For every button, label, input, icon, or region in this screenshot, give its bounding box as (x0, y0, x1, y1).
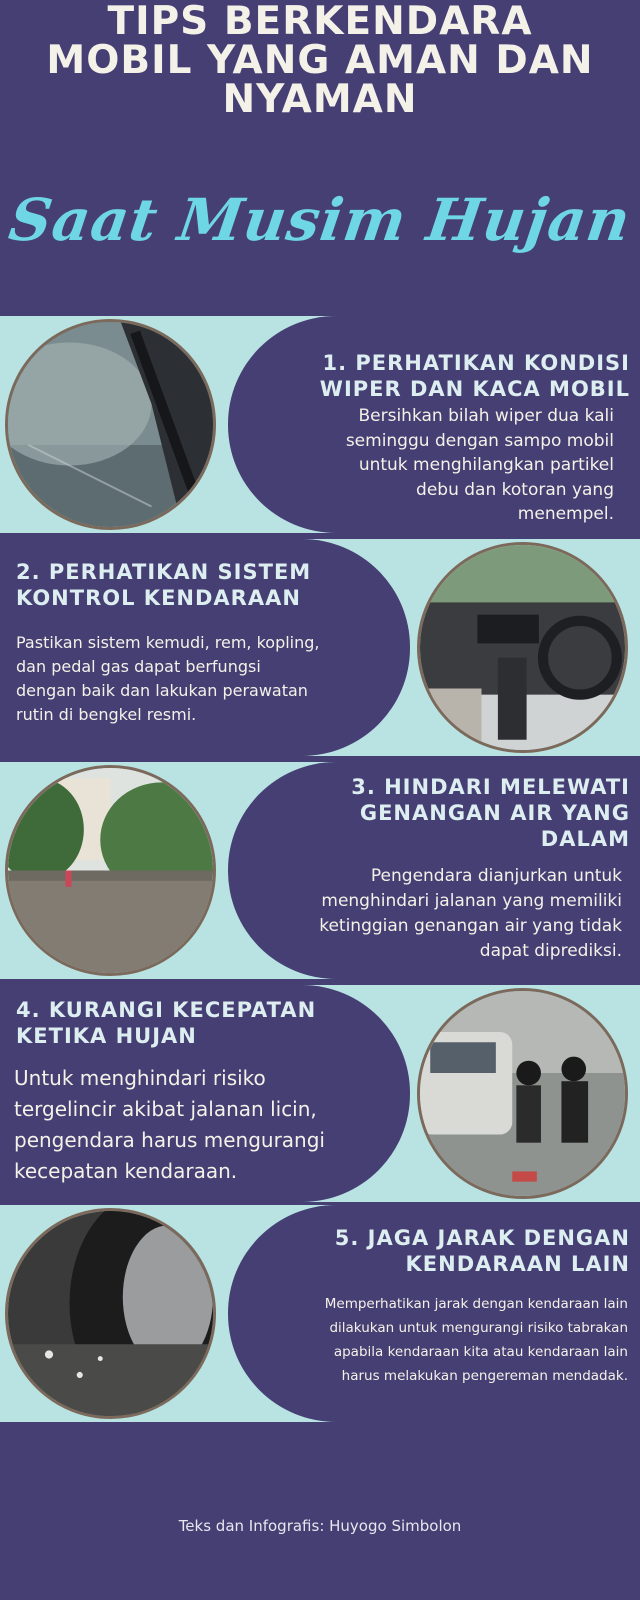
heading-line: KETIKA HUJAN (16, 1024, 197, 1048)
tip-3-body (319, 864, 622, 964)
heading-line: 3. HINDARI MELEWATI (351, 775, 630, 799)
body-line: rutin di bengkel resmi. (16, 705, 197, 724)
tip-1-photo-wiper (5, 319, 216, 530)
tip-4-heading (16, 997, 316, 1049)
body-line: Untuk menghindari risiko (14, 1066, 266, 1090)
tip-5-photo-tire (5, 1208, 216, 1419)
body-line: menempel. (517, 504, 614, 524)
heading-line: 1. PERHATIKAN KONDISI (322, 351, 630, 375)
tip-2-body (16, 631, 320, 727)
credits-footer: Teks dan Infografis: Huyogo Simbolon (178, 1517, 462, 1535)
tip-3-photo-flood (5, 765, 216, 976)
page-title (0, 0, 640, 122)
body-line: debu dan kotoran yang (416, 479, 614, 500)
body-line: dilakukan untuk mengurangi risiko tabrakan (329, 1320, 628, 1336)
title-line: TIPS BERKENDARA (107, 0, 533, 44)
heading-line: 2. PERHATIKAN SISTEM (16, 560, 312, 584)
heading-line: 4. KURANGI KECEPATAN (16, 998, 317, 1022)
heading-line: GENANGAN AIR YANG (359, 801, 630, 825)
title-line: NYAMAN (222, 77, 418, 122)
heading-line: WIPER DAN KACA MOBIL (319, 377, 630, 401)
body-line: seminggu dengan sampo mobil (345, 430, 614, 451)
heading-line: KENDARAAN LAIN (405, 1252, 630, 1276)
body-line: pengendara harus mengurangi (14, 1128, 325, 1152)
body-line: Bersihkan bilah wiper dua kali (358, 406, 614, 426)
page-subtitle: Saat Musim Hujan (5, 186, 635, 254)
body-line: Pastikan sistem kemudi, rem, kopling, (16, 633, 320, 652)
heading-line: 5. JAGA JARAK DENGAN (334, 1226, 630, 1250)
tip-5 (0, 1205, 640, 1422)
tip-5-heading (335, 1225, 630, 1277)
tip-5-body (325, 1292, 628, 1388)
tip-2-heading (16, 559, 311, 611)
body-line: kecepatan kendaraan. (14, 1159, 238, 1183)
body-line: menghindari jalanan yang memiliki (321, 891, 622, 911)
body-line: harus melakukan pengereman mendadak. (341, 1368, 628, 1384)
body-line: dan pedal gas dapat berfungsi (16, 657, 261, 676)
tip-2-photo-dashboard (417, 542, 628, 753)
heading-line: DALAM (540, 827, 630, 851)
body-line: apabila kendaraan kita atau kendaraan lain (333, 1344, 628, 1360)
body-line: untuk menghilangkan partikel (358, 455, 614, 475)
tip-4-body (14, 1063, 325, 1187)
tip-4-photo-rain-traffic (417, 988, 628, 1199)
body-line: dapat diprediksi. (479, 941, 622, 961)
body-line: Pengendara dianjurkan untuk (370, 866, 622, 886)
tip-1 (0, 316, 640, 533)
tip-2 (0, 539, 640, 756)
tip-3 (0, 762, 640, 979)
tip-1-heading (320, 350, 630, 402)
body-line: tergelincir akibat jalanan licin, (14, 1097, 317, 1121)
tip-4 (0, 985, 640, 1202)
body-line: ketinggian genangan air yang tidak (319, 916, 622, 936)
body-line: dengan baik dan lakukan perawatan (16, 681, 308, 700)
title-line: MOBIL YANG AMAN DAN (46, 38, 594, 83)
tip-1-body (346, 404, 614, 527)
tip-3-heading (351, 774, 630, 852)
body-line: Memperhatikan jarak dengan kendaraan lain (324, 1296, 628, 1312)
heading-line: KONTROL KENDARAAN (16, 586, 301, 610)
